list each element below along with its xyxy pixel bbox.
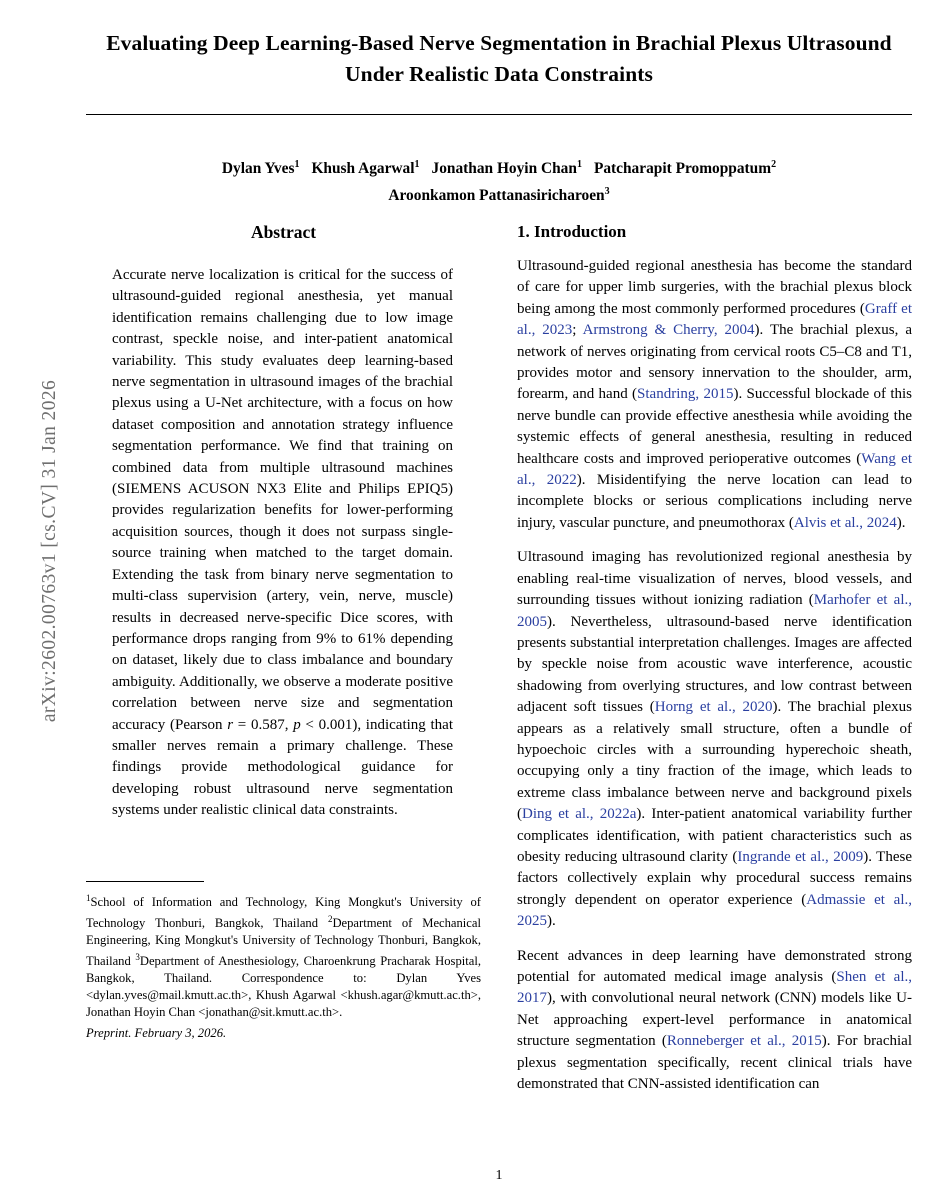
citation-link[interactable]: Shen et al., 2017 <box>517 969 912 1007</box>
citation-link[interactable]: Wang et al., 2022 <box>517 450 912 489</box>
footnote-marker-2: 2 <box>327 914 333 925</box>
footnote-divider <box>86 881 204 882</box>
page-title: Evaluating Deep Learning-Based Nerve Segmentation in Brachial Plexus Ultrasound Under Realistic Data Constraints <box>106 31 892 86</box>
author-affiliation-marker: 1 <box>414 159 420 170</box>
footnote-block <box>86 881 481 1047</box>
abstract-heading: Abstract <box>250 222 317 242</box>
citation-link[interactable]: Ding et al., 2022a <box>522 806 637 823</box>
author-affiliation-marker: 1 <box>576 159 582 170</box>
citation-link[interactable]: Standring, 2015 <box>637 386 734 403</box>
title-divider <box>86 114 912 115</box>
citation-link[interactable]: Ronneberger et al., 2015 <box>666 1033 822 1050</box>
affiliation-footnote: $^1$School of Information and Technology, King Mongkut's University of Technology Thonburi, Bangkok, Thailand $^2$Department of Mechanical Engineering, King Mongkut's University of Technology Thonburi, Bangkok, Thailand $^3$Department of Anesthesiology, Charoenkrung Pracharak Hospital, Bangkok, Thailand. Correspondence to: Dylan Yves <dylan.yves@mail.kmutt.ac.th>, Khush Agarwal <khush.agar@kmutt.ac.th>, Jonathan Hoyin Chan <jonathan@sit.kmutt.ac.th>. <box>86 892 481 1020</box>
author-name: Khush Agarwal <box>311 160 415 178</box>
author-name: Dylan Yves <box>221 160 295 178</box>
author-list <box>86 153 912 207</box>
left-column <box>86 222 481 1108</box>
author-affiliation-marker: 2 <box>771 159 777 170</box>
citation-link[interactable]: Graff et al., 2023 <box>517 300 913 339</box>
footnote-marker-1: 1 <box>86 892 91 903</box>
arxiv-identifier-stamp: arXiv:2602.00763v1 [cs.CV] 31 Jan 2026 <box>39 379 60 723</box>
author-line-1 <box>86 153 912 180</box>
author-name: Jonathan Hoyin Chan <box>431 160 577 178</box>
author-line-2 <box>86 180 912 207</box>
right-column <box>517 222 912 1108</box>
author-name: Patcharapit Promoppatum <box>593 160 772 178</box>
preprint-notice: Preprint. February 3, 2026. <box>86 1026 227 1041</box>
author-name: Aroonkamon Pattanasiricharoen <box>388 187 605 205</box>
citation-link[interactable]: Marhofer et al., 2005 <box>517 592 912 630</box>
intro-paragraph-2: Ultrasound imaging has revolutionized regional anesthesia by enabling real-time visualization of nerves, blood vessels, and surrounding tissues without ionizing radiation (Marhofer et al., 2005). Nevertheless, ultrasound-based nerve identification presents substantial interpretation challenges. Images are affected by speckle noise from acoustic wave interference, acoustic shadowing from overlying structures, and low contrast between adjacent soft tissues (Horng et al., 2020). The brachial plexus appears as a relatively small structure, often a bundle of hypoechoic circles with a surrounding hyperechoic sheath, occupying only a tiny fraction of the image, which leads to extreme class imbalance between nerve and background pixels (Ding et al., 2022a). Inter-patient anatomical variability further complicates identification, with patient characteristics such as obesity reducing ultrasound clarity (Ingrande et al., 2009). These factors collectively explain why procedural success remains strongly dependent on operator experience (Admassie et al., 2025). <box>517 549 913 930</box>
two-column-body <box>86 222 912 1108</box>
footnote-marker-3: 3 <box>135 952 140 963</box>
citation-link[interactable]: Alvis et al., 2024 <box>793 514 897 531</box>
paper-content <box>86 0 912 1200</box>
citation-link[interactable]: Ingrande et al., 2009 <box>737 848 864 865</box>
abstract-text: Accurate nerve localization is critical for the success of ultrasound-guided regional anesthesia, yet manual identification remains challenging due to low image contrast, speckle noise, and inter-patient anatomical variability. This study evaluates deep learning-based nerve segmentation in ultrasound images of the brachial plexus using a U-Net architecture, with a focus on how dataset composition and annotation strategy influence segmentation performance. We find that training on combined data from multiple ultrasound machines (SIEMENS ACUSON NX3 Elite and Philips EPIQ5) provides regularization benefits for lower-performing acquisition sources, though it does not surpass single-source training when matched to the target domain. Extending the task from binary nerve segmentation to multi-class supervision (artery, vein, nerve, muscle) results in decreased nerve-specific Dice scores, with performance drops ranging from 9% to 61% depending on dataset, likely due to class imbalance and boundary ambiguity. Additionally, we observe a moderate positive correlation between nerve size and segmentation accuracy (Pearson r = 0.587, p < 0.001), indicating that smaller nerves remain a primary challenge. These findings provide methodological guidance for developing robust ultrasound nerve segmentation systems under realistic clinical data constraints. <box>112 267 453 819</box>
intro-paragraph-3: Recent advances in deep learning have demonstrated strong potential for automated medical image analysis (Shen et al., 2017), with convolutional neural network (CNN) models like U-Net approaching expert-level performance in anatomical structure segmentation (Ronneberger et al., 2015). For brachial plexus segmentation specifically, recent clinical trials have demonstrated that CNN-assisted identification can <box>517 947 912 1093</box>
introduction-heading: 1. Introduction <box>517 222 627 241</box>
intro-paragraph-1: Ultrasound-guided regional anesthesia has become the standard of care for upper limb surgeries, with the brachial plexus block being among the most commonly performed procedures (Graff et al., 2023; Armstrong & Cherry, 2004). The brachial plexus, a network of nerves originating from cervical roots C5–C8 and T1, provides motor and sensory innervation to the shoulder, arm, forearm, and hand (Standring, 2015). Successful blockade of this nerve bundle can provide effective anesthesia while avoiding the systemic effects of general anesthesia, resulting in reduced healthcare costs and improved perioperative outcomes (Wang et al., 2022). Misidentifying the nerve location can lead to incomplete blocks or serious complications including nerve injury, vascular puncture, and pneumothorax (Alvis et al., 2024). <box>517 258 913 531</box>
citation-link[interactable]: Armstrong & Cherry, 2004 <box>582 322 755 339</box>
citation-link[interactable]: Horng et al., 2020 <box>654 699 773 716</box>
citation-link[interactable]: Admassie et al., 2025 <box>517 891 912 930</box>
author-affiliation-marker: 3 <box>604 186 610 198</box>
author-affiliation-marker: 1 <box>294 159 300 170</box>
page-number: 1 <box>495 1168 503 1183</box>
